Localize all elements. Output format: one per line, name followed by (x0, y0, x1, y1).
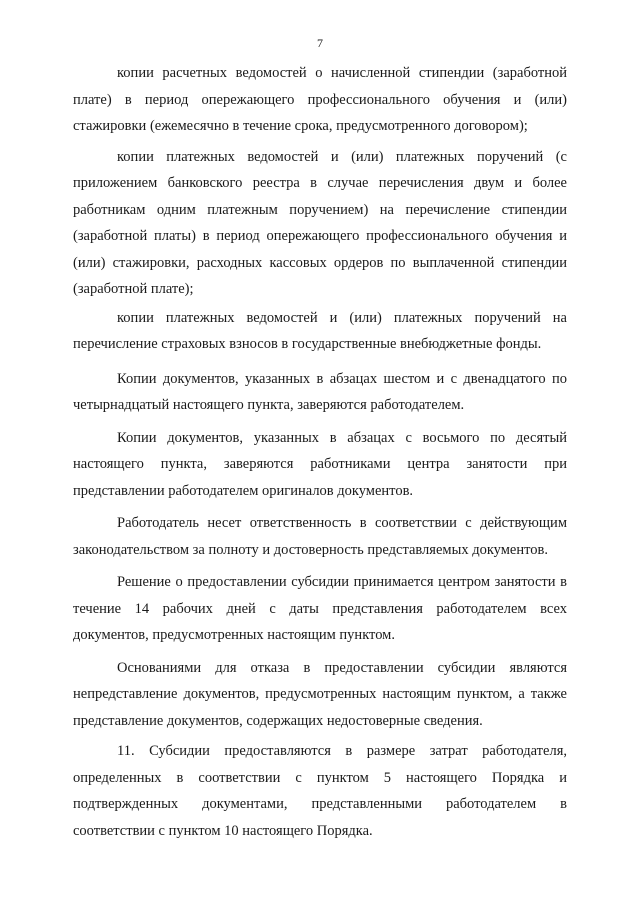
paragraph-employer-certification: Копии документов, указанных в абзацах шестом и с двенадцатого по четырнадцатый настоящего пункта, заверяются работодателем. (73, 370, 567, 413)
paragraph-decision-term: Решение о предоставлении субсидии принимается центром занятости в течение 14 рабочих дней с даты представления работодателем всех документов, предусмотренных настоящим пунктом. (73, 574, 567, 643)
page-number: 7 (317, 36, 323, 50)
paragraph-center-certification: Копии документов, указанных в абзацах с восьмого по десятый настоящего пункта, заверяются работниками центра занятости при представлении работодателем оригиналов документов. (73, 429, 567, 499)
paragraph-refusal-grounds: Основаниями для отказа в предоставлении субсидии являются непредставление документов, предусмотренных настоящим пунктом, а также представление документов, содержащих недостоверные сведения. (73, 659, 567, 729)
paragraph-payroll-statements: копии расчетных ведомостей о начисленной стипендии (заработной плате) в период опережающего профессионального обучения и (или) стажировки (ежемесячно в течение срока, предусмотренного договором); (73, 65, 567, 134)
paragraph-insurance-payments: копии платежных ведомостей и (или) платежных поручений на перечисление страховых взносов в государственные внебюджетные фонды. (73, 309, 567, 352)
paragraph-payment-orders: копии платежных ведомостей и (или) платежных поручений (с приложением банковского реестра в случае перечисления двум и более работникам одним платежным поручением) на перечисление стипендии (заработной платы) в период опережающего профессионального обучения и (или) стажировки, расходных кассовых ордеров по выплаченной стипендии (заработной плате); (73, 148, 567, 297)
paragraph-section-11: 11. Субсидии предоставляются в размере затрат работодателя, определенных в соответствии с пунктом 5 настоящего Порядка и подтвержденных документами, представленными работодателем в соответствии с пунктом 10 настоящего Порядка. (73, 743, 567, 839)
paragraph-employer-responsibility: Работодатель несет ответственность в соответствии с действующим законодательством за полноту и достоверность представляемых документов. (73, 515, 567, 558)
document-body (73, 60, 567, 844)
